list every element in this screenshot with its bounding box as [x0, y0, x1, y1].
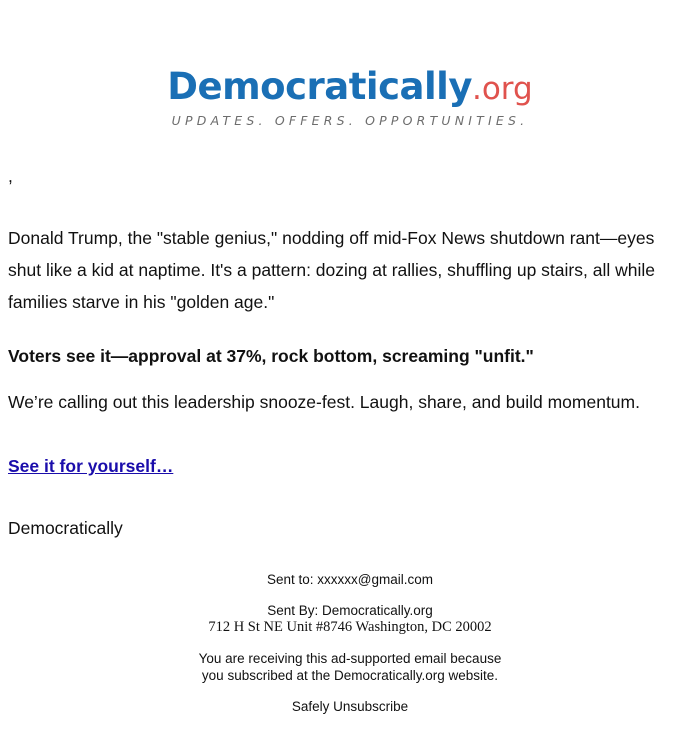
- sent-to: Sent to: xxxxxx@gmail.com: [266, 572, 433, 587]
- paragraph-callout: We’re calling out this leadership snooze-fest. Laugh, share, and build momentum.: [8, 392, 640, 412]
- brand-logo[interactable]: [167, 65, 533, 108]
- logo-tagline: UPDATES. OFFERS. OPPORTUNITIES.: [171, 113, 529, 128]
- logo-name: Democratically: [167, 65, 472, 108]
- footer-spacer: [0, 684, 700, 698]
- greeting: ,: [8, 166, 13, 186]
- unsubscribe-link[interactable]: Safely Unsubscribe: [291, 699, 409, 714]
- subscription-notice-line1: You are receiving this ad-supported email because: [198, 651, 502, 666]
- paragraph-approval: Voters see it—approval at 37%, rock bottom, screaming "unfit.": [8, 346, 534, 366]
- email-header: [0, 65, 700, 128]
- sent-by: Sent By: Democratically.org: [267, 603, 433, 618]
- subscription-notice-line2: you subscribed at the Democratically.org website.: [201, 668, 499, 683]
- signoff: Democratically: [8, 518, 123, 538]
- logo-tld: .org: [471, 71, 533, 107]
- postal-address: 712 H St NE Unit #8746 Washington, DC 20002: [208, 619, 492, 635]
- see-it-link[interactable]: See it for yourself…: [8, 456, 174, 476]
- cta-line: [8, 450, 688, 482]
- email-body: [8, 160, 688, 544]
- footer-spacer: [0, 636, 700, 650]
- footer-spacer: [0, 588, 700, 602]
- paragraph-intro: Donald Trump, the "stable genius," nodding off mid-Fox News shutdown rant—eyes shut like a kid at naptime. It's a pattern: dozing at rallies, shuffling up stairs, all while families starve in his "golden age.": [8, 228, 655, 312]
- email-footer: [0, 571, 700, 715]
